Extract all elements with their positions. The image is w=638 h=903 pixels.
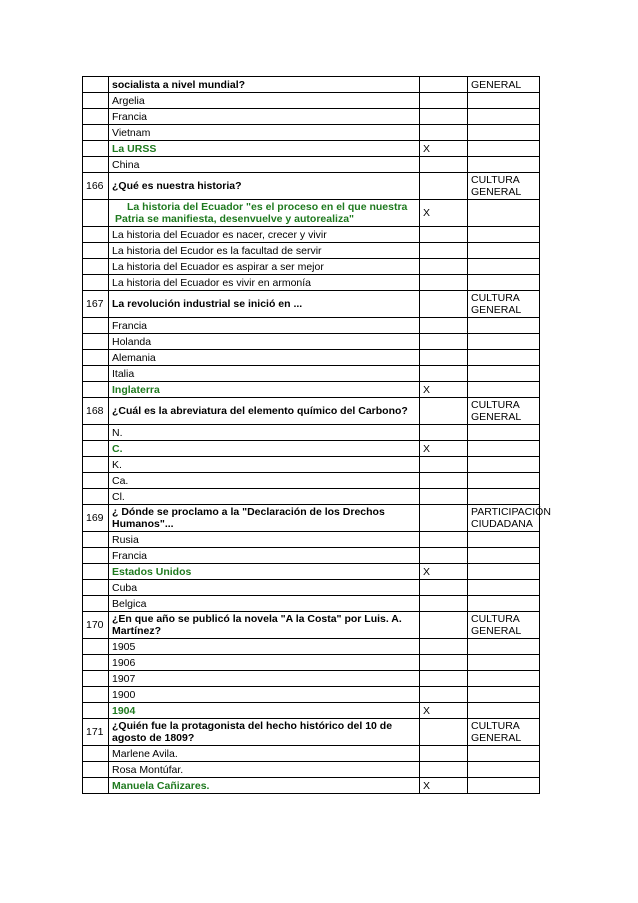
- answer-option: Cl.: [109, 489, 420, 505]
- answer-option: Ca.: [109, 473, 420, 489]
- quiz-table-body: [83, 77, 551, 794]
- category-label: [468, 580, 540, 596]
- question-number: [83, 564, 109, 580]
- question-number: [83, 425, 109, 441]
- category-label: [468, 334, 540, 350]
- correct-mark: [420, 489, 468, 505]
- category-label: [468, 489, 540, 505]
- answer-option: Marlene Avila.: [109, 746, 420, 762]
- category-label: [468, 259, 540, 275]
- question-number: [83, 382, 109, 398]
- answer-option: 1906: [109, 655, 420, 671]
- question-row: [83, 398, 540, 425]
- answer-option-row: [83, 548, 540, 564]
- question-number: [83, 109, 109, 125]
- correct-mark: [420, 580, 468, 596]
- answer-option-row: [83, 762, 540, 778]
- correct-mark: [420, 505, 468, 532]
- answer-option-row: [83, 109, 540, 125]
- answer-option-row: [83, 473, 540, 489]
- question-number: [83, 596, 109, 612]
- category-label: [468, 227, 540, 243]
- question-number: [83, 334, 109, 350]
- correct-mark: [420, 473, 468, 489]
- question-number: [83, 457, 109, 473]
- category-label: [468, 596, 540, 612]
- question-number: [83, 259, 109, 275]
- question-number: 168: [83, 398, 109, 425]
- category-label: CULTURA GENERAL: [468, 612, 540, 639]
- category-label: [468, 200, 540, 227]
- answer-option-row: [83, 93, 540, 109]
- answer-option-row: [83, 778, 540, 794]
- category-label: [468, 778, 540, 794]
- answer-option-row: [83, 639, 540, 655]
- answer-option-row: [83, 200, 540, 227]
- question-row: [83, 505, 540, 532]
- question-row: [83, 612, 540, 639]
- answer-option-row: [83, 564, 540, 580]
- answer-option: Belgica: [109, 596, 420, 612]
- correct-answer-option: Inglaterra: [109, 382, 420, 398]
- question-row: [83, 291, 540, 318]
- question-number: 170: [83, 612, 109, 639]
- question-number: [83, 655, 109, 671]
- category-label: [468, 425, 540, 441]
- question-text: La revolución industrial se inició en ...: [109, 291, 420, 318]
- answer-option-row: [83, 318, 540, 334]
- answer-option: China: [109, 157, 420, 173]
- category-label: [468, 762, 540, 778]
- question-number: 166: [83, 173, 109, 200]
- correct-mark: [420, 762, 468, 778]
- correct-mark: [420, 157, 468, 173]
- answer-option-row: [83, 366, 540, 382]
- correct-answer-option: Estados Unidos: [109, 564, 420, 580]
- correct-mark: [420, 612, 468, 639]
- answer-option: K.: [109, 457, 420, 473]
- answer-option: Rusia: [109, 532, 420, 548]
- question-number: [83, 762, 109, 778]
- question-text: ¿Quién fue la protagonista del hecho histórico del 10 de agosto de 1809?: [109, 719, 420, 746]
- answer-option: Francia: [109, 109, 420, 125]
- correct-mark: [420, 275, 468, 291]
- answer-option: Cuba: [109, 580, 420, 596]
- category-label: CULTURA GENERAL: [468, 398, 540, 425]
- answer-option-row: [83, 489, 540, 505]
- question-text: ¿ Dónde se proclamo a la "Declaración de los Drechos Humanos"...: [109, 505, 420, 532]
- category-label: [468, 639, 540, 655]
- category-label: [468, 109, 540, 125]
- answer-option: Argelia: [109, 93, 420, 109]
- correct-mark: [420, 125, 468, 141]
- correct-mark: [420, 291, 468, 318]
- correct-mark: [420, 173, 468, 200]
- category-label: [468, 125, 540, 141]
- category-label: [468, 157, 540, 173]
- question-number: [83, 243, 109, 259]
- answer-option: Holanda: [109, 334, 420, 350]
- answer-option-row: [83, 259, 540, 275]
- correct-mark: [420, 639, 468, 655]
- category-label: [468, 350, 540, 366]
- question-number: [83, 366, 109, 382]
- answer-option-row: [83, 671, 540, 687]
- category-label: [468, 366, 540, 382]
- category-label: [468, 703, 540, 719]
- category-label: [468, 318, 540, 334]
- category-label: [468, 275, 540, 291]
- correct-mark: [420, 350, 468, 366]
- category-label: [468, 655, 540, 671]
- question-number: [83, 489, 109, 505]
- answer-option-row: [83, 382, 540, 398]
- category-label: [468, 564, 540, 580]
- correct-mark: X: [420, 382, 468, 398]
- category-label: GENERAL: [468, 77, 540, 93]
- answer-option: La historia del Ecuador es vivir en armonía: [109, 275, 420, 291]
- correct-mark: [420, 548, 468, 564]
- question-number: [83, 532, 109, 548]
- question-number: [83, 778, 109, 794]
- category-label: [468, 382, 540, 398]
- question-number: [83, 318, 109, 334]
- category-label: CULTURA GENERAL: [468, 173, 540, 200]
- answer-option: La historia del Ecuador es nacer, crecer y vivir: [109, 227, 420, 243]
- answer-option: Francia: [109, 548, 420, 564]
- answer-option: Rosa Montúfar.: [109, 762, 420, 778]
- answer-option: La historia del Ecudor es la facultad de servir: [109, 243, 420, 259]
- correct-answer-option: La URSS: [109, 141, 420, 157]
- question-number: [83, 687, 109, 703]
- question-text: ¿Cuál es la abreviatura del elemento químico del Carbono?: [109, 398, 420, 425]
- question-number: [83, 639, 109, 655]
- category-label: [468, 671, 540, 687]
- correct-answer-option: Manuela Cañizares.: [109, 778, 420, 794]
- question-text: ¿En que año se publicó la novela "A la Costa" por Luis. A. Martínez?: [109, 612, 420, 639]
- correct-mark: [420, 687, 468, 703]
- correct-mark: [420, 719, 468, 746]
- category-label: [468, 548, 540, 564]
- answer-option-row: [83, 746, 540, 762]
- question-row: [83, 77, 540, 93]
- correct-mark: [420, 425, 468, 441]
- question-number: [83, 77, 109, 93]
- question-number: [83, 580, 109, 596]
- answer-option-row: [83, 227, 540, 243]
- correct-mark: [420, 93, 468, 109]
- category-label: [468, 687, 540, 703]
- correct-mark: [420, 671, 468, 687]
- question-text: socialista a nivel mundial?: [109, 77, 420, 93]
- category-label: [468, 532, 540, 548]
- answer-option: 1907: [109, 671, 420, 687]
- question-number: 171: [83, 719, 109, 746]
- correct-mark: [420, 77, 468, 93]
- correct-mark: [420, 655, 468, 671]
- correct-answer-option: La historia del Ecuador "es el proceso en el que nuestra Patria se manifiesta, desenvuelve y autorealiza": [109, 200, 420, 227]
- correct-mark: [420, 366, 468, 382]
- answer-option-row: [83, 532, 540, 548]
- correct-answer-option: 1904: [109, 703, 420, 719]
- answer-option: Vietnam: [109, 125, 420, 141]
- question-number: [83, 746, 109, 762]
- question-number: [83, 157, 109, 173]
- correct-mark: [420, 746, 468, 762]
- question-number: [83, 350, 109, 366]
- correct-mark: [420, 227, 468, 243]
- question-number: [83, 125, 109, 141]
- answer-option: Alemania: [109, 350, 420, 366]
- answer-option-row: [83, 350, 540, 366]
- answer-option-row: [83, 334, 540, 350]
- answer-option-row: [83, 703, 540, 719]
- answer-option: La historia del Ecuador es aspirar a ser mejor: [109, 259, 420, 275]
- category-label: CULTURA GENERAL: [468, 291, 540, 318]
- question-number: [83, 548, 109, 564]
- question-number: [83, 703, 109, 719]
- category-label: [468, 243, 540, 259]
- answer-option-row: [83, 275, 540, 291]
- category-label: PARTICIPACIÓN CIUDADANA: [468, 505, 540, 532]
- correct-mark: [420, 109, 468, 125]
- question-row: [83, 173, 540, 200]
- answer-option-row: [83, 141, 540, 157]
- question-row: [83, 719, 540, 746]
- correct-mark: [420, 457, 468, 473]
- answer-option: Francia: [109, 318, 420, 334]
- category-label: [468, 746, 540, 762]
- quiz-table: [82, 76, 551, 794]
- correct-mark: [420, 318, 468, 334]
- question-number: [83, 275, 109, 291]
- answer-option-row: [83, 441, 540, 457]
- answer-option-row: [83, 580, 540, 596]
- answer-option-row: [83, 243, 540, 259]
- correct-mark: [420, 596, 468, 612]
- answer-option-row: [83, 655, 540, 671]
- correct-mark: X: [420, 703, 468, 719]
- correct-mark: [420, 334, 468, 350]
- category-label: CULTURA GENERAL: [468, 719, 540, 746]
- correct-mark: [420, 398, 468, 425]
- correct-mark: X: [420, 200, 468, 227]
- question-number: [83, 227, 109, 243]
- answer-option: 1900: [109, 687, 420, 703]
- correct-answer-option: C.: [109, 441, 420, 457]
- answer-option: N.: [109, 425, 420, 441]
- question-text: ¿Qué es nuestra historia?: [109, 173, 420, 200]
- category-label: [468, 141, 540, 157]
- answer-option-row: [83, 457, 540, 473]
- question-number: 167: [83, 291, 109, 318]
- correct-mark: [420, 243, 468, 259]
- question-number: 169: [83, 505, 109, 532]
- category-label: [468, 93, 540, 109]
- answer-option-row: [83, 425, 540, 441]
- correct-mark: X: [420, 778, 468, 794]
- question-number: [83, 141, 109, 157]
- answer-option-row: [83, 157, 540, 173]
- question-number: [83, 200, 109, 227]
- question-number: [83, 473, 109, 489]
- question-number: [83, 671, 109, 687]
- category-label: [468, 457, 540, 473]
- answer-option-row: [83, 687, 540, 703]
- question-number: [83, 441, 109, 457]
- category-label: [468, 473, 540, 489]
- answer-option-row: [83, 125, 540, 141]
- answer-option-row: [83, 596, 540, 612]
- correct-mark: X: [420, 441, 468, 457]
- answer-option: Italia: [109, 366, 420, 382]
- correct-mark: X: [420, 141, 468, 157]
- question-number: [83, 93, 109, 109]
- correct-mark: [420, 532, 468, 548]
- category-label: [468, 441, 540, 457]
- correct-mark: [420, 259, 468, 275]
- correct-mark: X: [420, 564, 468, 580]
- answer-option: 1905: [109, 639, 420, 655]
